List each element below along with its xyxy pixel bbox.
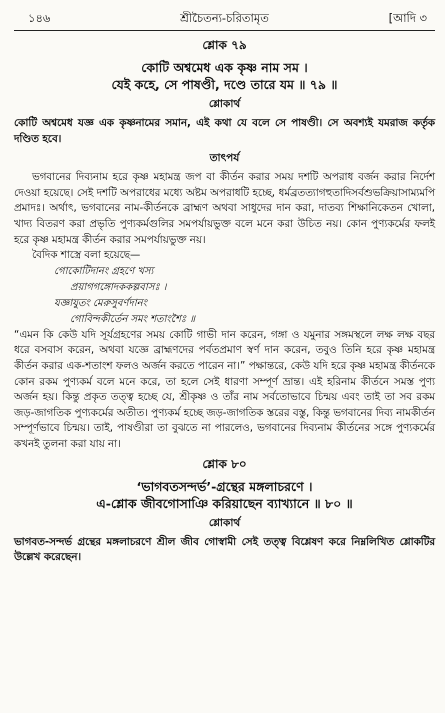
translation-heading: শ্লোকার্থ bbox=[208, 98, 241, 110]
translation-heading: শ্লোকার্থ bbox=[208, 516, 241, 529]
purport-paragraph: ভগবানের দিব্যনাম হরে কৃষ্ণ মহামন্ত্র জপ বা কীর্তন করার সময় দশটি অপরাধ বর্জন করার নির্দেশ দেওয়া হয়েছে। সেই দশটি অপরাধের মধ্যে অষ্টম অপরাধটি হচ্ছে, ধর্মব্রতত্যাগহুতাদিসর্বশুভক্রিয়াসাম্যমপি প্রমাদঃ। অর্থাৎ, ভগবানের নাম-কীর্তনকে ব্রাহ্মণ অথবা সাধুদের দান করা, দাতব্য শিক্ষানিকেতন খোলা, খাদ্য বিতরণ করা প্রভৃতি পুণ্যকর্মগুলির সমপর্যায়ভুক্ত বলে মনে করা উচিত নয়। কোন পুণ্যকর্মের ফলই হরে কৃষ্ণ মহামন্ত্র কীর্তন করার সমপর্যায়ভুক্ত নয়। bbox=[14, 171, 435, 246]
verse-line: এ-শ্লোক জীবগোসাঞি করিয়াছেন ব্যাখ্যানে ॥ ৮০ ॥ bbox=[96, 495, 353, 511]
purport-paragraph: “এমন কি কেউ যদি সূর্যগ্রহণের সময় কোটি গাভী দান করেন, গঙ্গা ও যমুনার সঙ্গমস্থলে লক্ষ লক্ষ বছর ধরে বসবাস করেন, অথবা যজ্ঞে ব্রাহ্মণদের পর্বতপ্রমাণ স্বর্ণ দান করেন, তবুও তিনি হরে কৃষ্ণ মহামন্ত্র কীর্তন করার এক-শতাংশ ফলও অর্জন করতে পারেন না।” পক্ষান্তরে, কেউ যদি হরে কৃষ্ণ মহামন্ত্র কীর্তনকে কোন রকম পুণ্যকর্ম বলে মনে করে, তা হলে সেই ধারণা সম্পূর্ণ ভ্রান্ত। এই হরিনাম কীর্তনে সমস্ত পুণ্য অর্জন হয়। কিন্তু প্রকৃত তত্ত্ব হচ্ছে যে, শ্রীকৃষ্ণ ও তাঁর নাম সর্বতোভাবে চিন্ময় এবং তাই তা সব রকম জড়-জাগতিক পুণ্যকর্মের অতীত। পুণ্যকর্ম হচ্ছে জড়-জাগতিক স্তরের বস্তু, কিন্তু ভগবানের দিব্য নামকীর্তন সম্পূর্ণভাবে চিন্ময়। তাই, পাষণ্ডীরা তা বুঝতে না পারলেও, ভগবানের দিব্যনাম কীর্তনের সঙ্গে পুণ্যকর্মের কখনই তুলনা করা যায় না। bbox=[14, 328, 435, 450]
verse-line: কোটি অশ্বমেধ এক কৃষ্ণ নাম সম । bbox=[141, 60, 308, 75]
verse-line: যেই কহে, সে পাষণ্ডী, দণ্ডে তারে যম ॥ ৭৯ ॥ bbox=[111, 77, 338, 92]
page-number: ১৪৬ bbox=[28, 11, 51, 25]
verse-line: ‘ভাগবতসন্দর্ভ’-গ্রন্থের মঙ্গলাচরণে । bbox=[136, 478, 313, 494]
scripture-quote bbox=[14, 264, 435, 328]
translation-text: কোটি অশ্বমেধ যজ্ঞ এক কৃষ্ণনামের সমান, এই কথা যে বলে সে পাষণ্ডী। সে অবশ্যই যমরাজ কর্তৃক দণ্ডিত হবে। bbox=[14, 117, 435, 145]
page-header bbox=[14, 8, 435, 28]
translation-text: ভাগবত-সন্দর্ভ গ্রন্থের মঙ্গলাচরণে শ্রীল জীব গোস্বামী সেই তত্ত্ব বিশ্লেষণ করে নিম্নলিখিত শ্লোকটির উল্লেখ করেছেন। bbox=[14, 535, 435, 564]
quote-line: যজ্ঞাযুতং মেরুসুবর্ণদানং bbox=[54, 297, 147, 309]
sloka-heading: শ্লোক ৮০ bbox=[202, 456, 247, 471]
quote-line: প্রয়াগগঙ্গোদককল্পবাসঃ । bbox=[70, 281, 167, 293]
chapter-label: [আদি ৩ bbox=[388, 11, 427, 25]
purport-paragraph: বৈদিক শাস্ত্রে বলা হয়েছে— bbox=[32, 249, 141, 262]
book-title: শ্রীচৈতন্য-চরিতামৃত bbox=[180, 11, 269, 25]
purport-heading: তাৎপর্য bbox=[209, 152, 240, 165]
header-rule bbox=[14, 30, 435, 31]
quote-line: গোকোটিদানং গ্রহণে খস্য bbox=[54, 265, 154, 277]
quote-line: গোবিন্দকীর্তেন সমং শতাংশৈঃ ॥ bbox=[70, 313, 196, 325]
sloka-heading: শ্লোক ৭৯ bbox=[202, 38, 247, 52]
